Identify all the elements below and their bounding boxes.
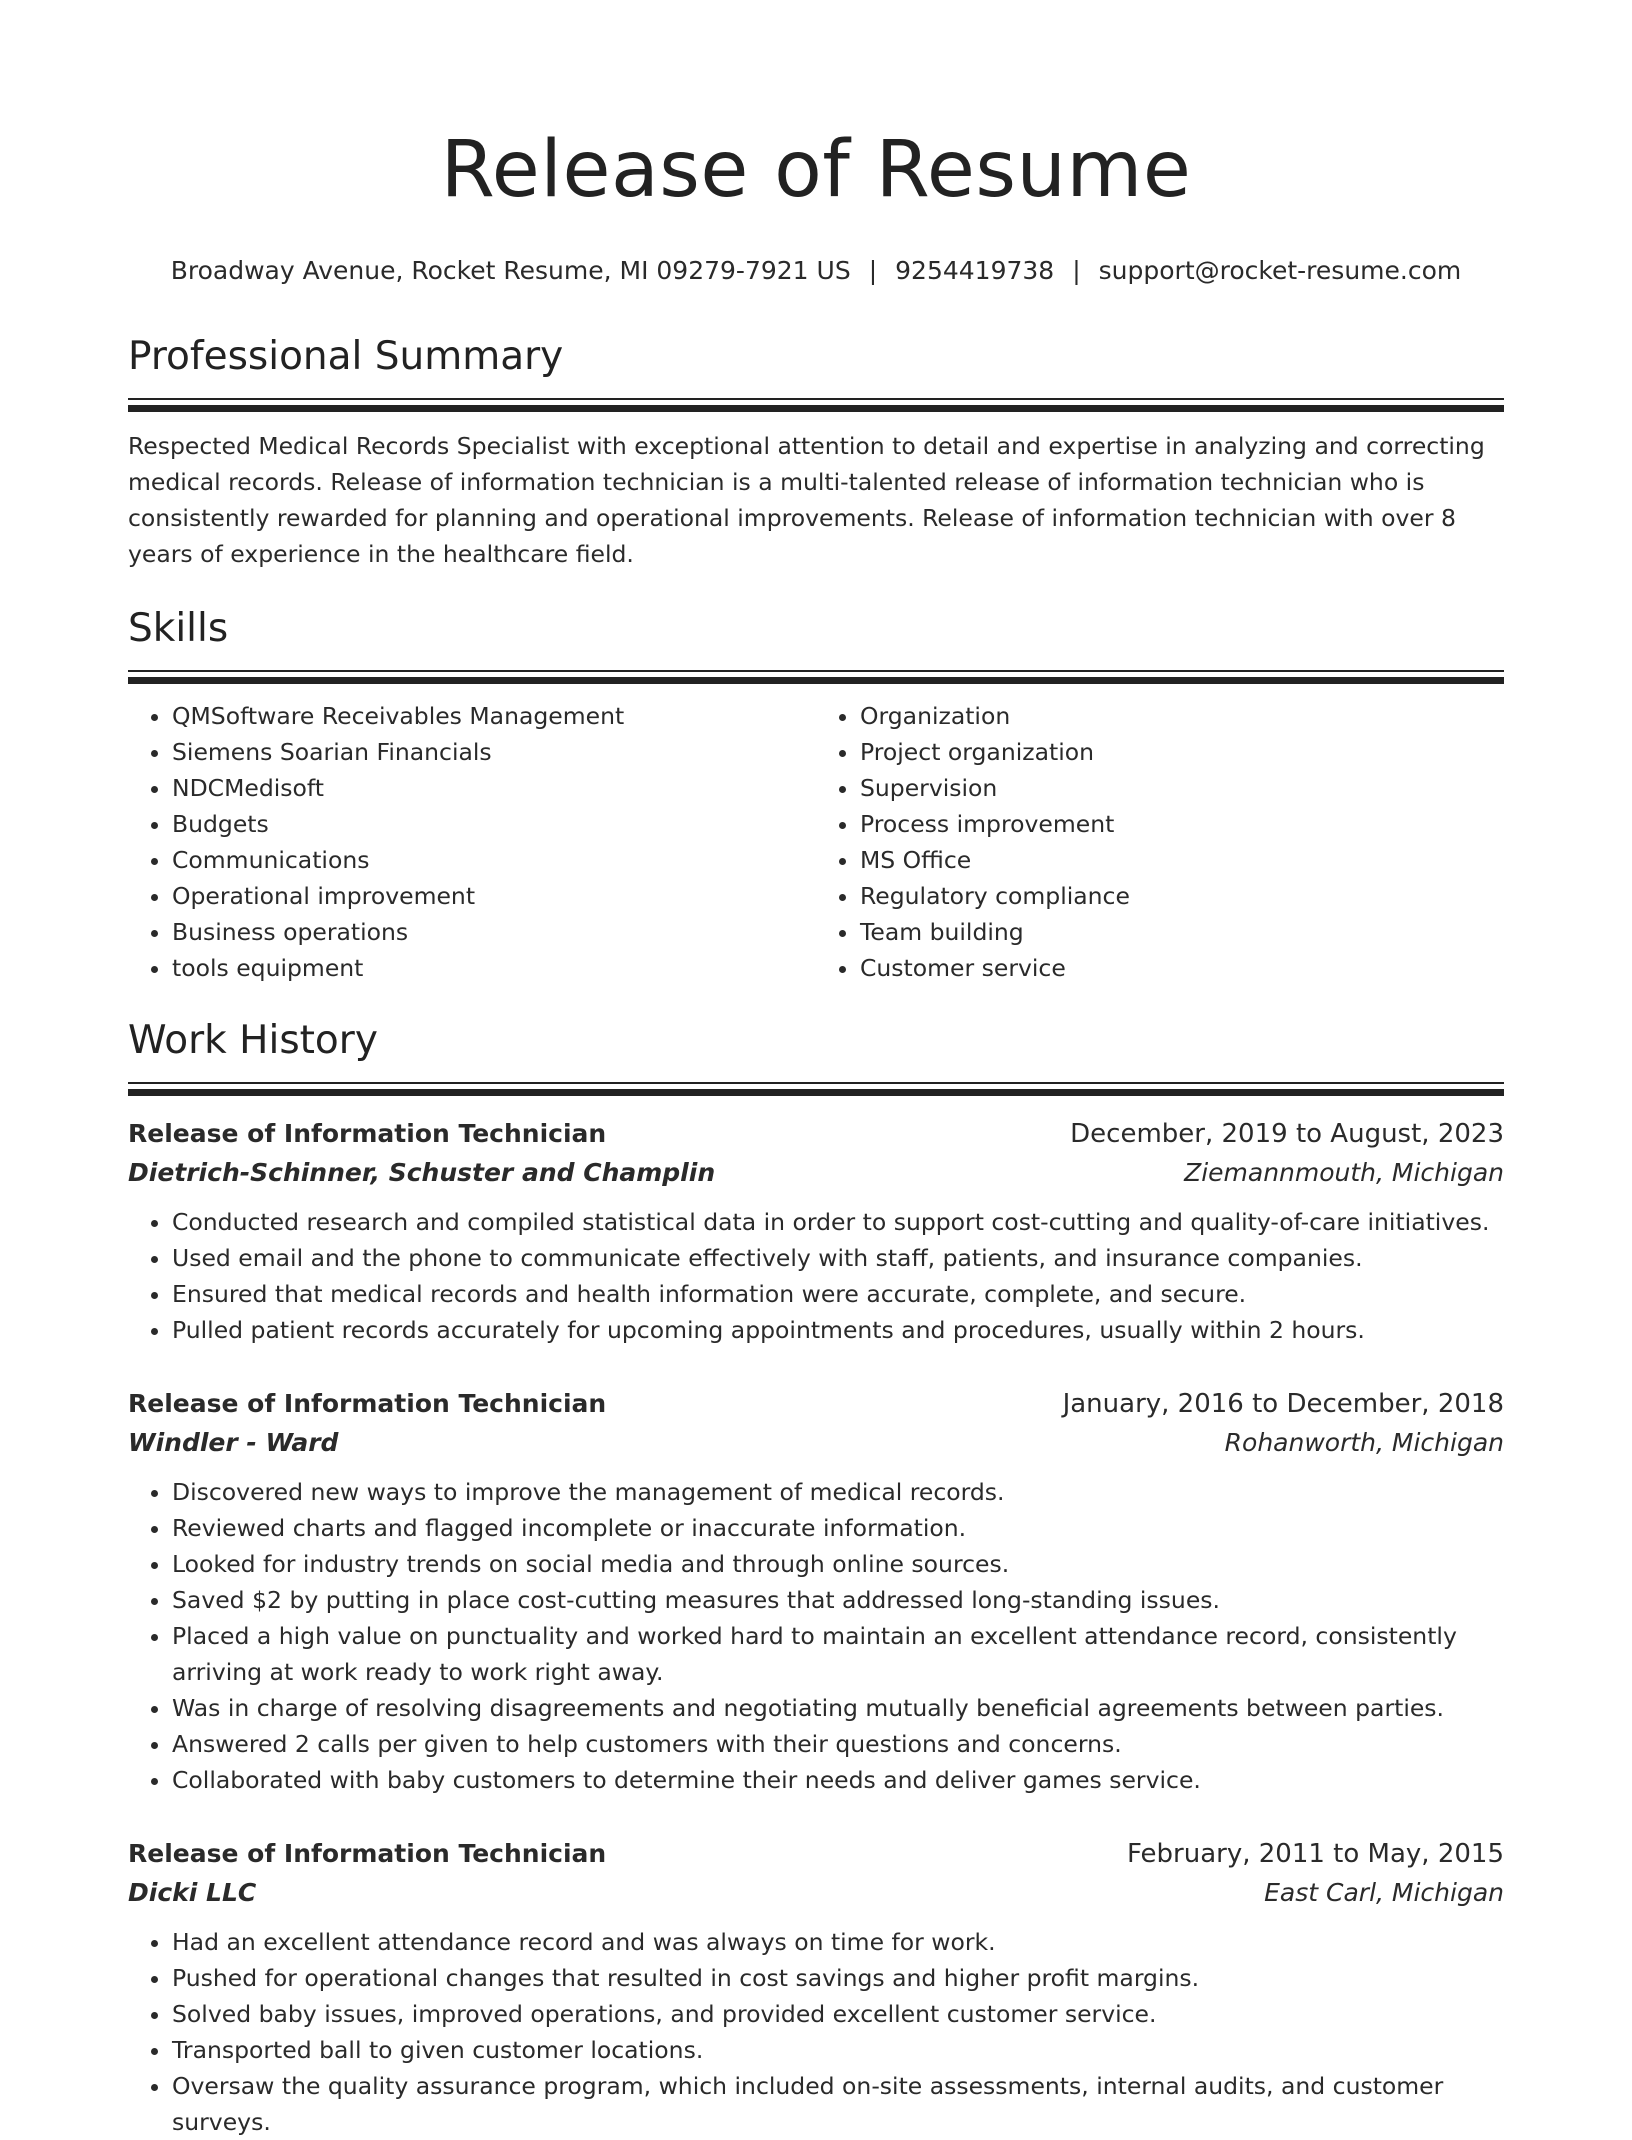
skill-item: • Regulatory compliance	[860, 878, 1504, 914]
job-bullet: • Pulled patient records accurately for upcoming appointments and procedures, usually within 2 hours.	[172, 1312, 1504, 1348]
skill-item: • Team building	[860, 914, 1504, 950]
job-location: Rohanworth, Michigan	[1224, 1428, 1504, 1457]
job-header	[128, 1114, 1504, 1154]
section-divider	[128, 398, 1504, 412]
contact-email: support@rocket-resume.com	[1098, 256, 1462, 285]
job-bullet: • Had an excellent attendance record and was always on time for work.	[172, 1924, 1504, 1960]
skills-heading: Skills	[128, 606, 229, 651]
skill-item: • MS Office	[860, 842, 1504, 878]
job-bullet: • Used email and the phone to communicate effectively with staff, patients, and insurance companies.	[172, 1240, 1504, 1276]
job-bullets	[128, 1924, 1504, 2140]
skill-item: • Siemens Soarian Financials	[172, 734, 816, 770]
job-entry	[128, 1834, 1504, 2140]
skill-item: • NDCMedisoft	[172, 770, 816, 806]
skill-item: • Organization	[860, 698, 1504, 734]
skill-item: • Customer service	[860, 950, 1504, 986]
skill-item: • Supervision	[860, 770, 1504, 806]
contact-phone: 9254419738	[895, 256, 1055, 285]
job-bullets	[128, 1204, 1504, 1348]
job-bullet: • Looked for industry trends on social media and through online sources.	[172, 1546, 1504, 1582]
job-title: Release of Information Technician	[128, 1839, 607, 1868]
contact-line	[128, 254, 1504, 288]
skill-item: • QMSoftware Receivables Management	[172, 698, 816, 734]
job-title: Release of Information Technician	[128, 1119, 607, 1148]
skill-item: • tools equipment	[172, 950, 816, 986]
summary-heading: Professional Summary	[128, 334, 564, 379]
section-divider	[128, 670, 1504, 684]
job-bullet: • Solved baby issues, improved operations, and provided excellent customer service.	[172, 1996, 1504, 2032]
job-bullet: • Was in charge of resolving disagreements and negotiating mutually beneficial agreements between parties.	[172, 1690, 1504, 1726]
job-subheader	[128, 1424, 1504, 1462]
skills-list-right	[816, 698, 1504, 986]
section-divider	[128, 1082, 1504, 1096]
skill-item: • Business operations	[172, 914, 816, 950]
job-company: Dicki LLC	[128, 1878, 257, 1907]
skill-item: • Budgets	[172, 806, 816, 842]
job-title: Release of Information Technician	[128, 1389, 607, 1418]
summary-text: Respected Medical Records Specialist with exceptional attention to detail and expertise in analyzing and correcting medical records. Release of information technician is a multi-talented release of information technician who is consistently rewarded for planning and operational improvements. Release of information technician with over 8 years of experience in the healthcare field.	[128, 432, 1485, 568]
job-entry	[128, 1384, 1504, 1798]
contact-address: Broadway Avenue, Rocket Resume, MI 09279-7921 US	[170, 256, 851, 285]
job-bullet: • Pushed for operational changes that resulted in cost savings and higher profit margins.	[172, 1960, 1504, 1996]
job-bullet: • Answered 2 calls per given to help customers with their questions and concerns.	[172, 1726, 1504, 1762]
skill-item: • Process improvement	[860, 806, 1504, 842]
job-entry	[128, 1114, 1504, 1348]
job-location: Ziemannmouth, Michigan	[1184, 1158, 1504, 1187]
skill-item: • Operational improvement	[172, 878, 816, 914]
contact-separator: |	[1072, 256, 1081, 285]
job-bullet: • Collaborated with baby customers to determine their needs and deliver games service.	[172, 1762, 1504, 1798]
job-location: East Carl, Michigan	[1264, 1878, 1504, 1907]
contact-separator: |	[868, 256, 878, 285]
resume-name: Release of Resume	[440, 125, 1192, 215]
job-subheader	[128, 1154, 1504, 1192]
job-company: Windler - Ward	[128, 1428, 339, 1457]
job-header	[128, 1834, 1504, 1874]
job-bullets	[128, 1474, 1504, 1798]
job-header	[128, 1384, 1504, 1424]
job-dates: January, 2016 to December, 2018	[1062, 1389, 1504, 1419]
job-dates: December, 2019 to August, 2023	[1070, 1119, 1504, 1149]
work-history-heading: Work History	[128, 1018, 378, 1063]
skills-list-left	[128, 698, 816, 986]
skill-item: • Communications	[172, 842, 816, 878]
skills-columns	[128, 698, 1504, 986]
job-bullet: • Oversaw the quality assurance program, which included on-site assessments, internal audits, and customer surveys.	[172, 2068, 1504, 2140]
job-bullet: • Reviewed charts and flagged incomplete or inaccurate information.	[172, 1510, 1504, 1546]
job-subheader	[128, 1874, 1504, 1912]
job-bullet: • Transported ball to given customer locations.	[172, 2032, 1504, 2068]
job-bullet: • Placed a high value on punctuality and worked hard to maintain an excellent attendance record, consistently arriving at work ready to work right away.	[172, 1618, 1504, 1690]
job-bullet: • Conducted research and compiled statistical data in order to support cost-cutting and quality-of-care initiatives.	[172, 1204, 1504, 1240]
job-dates: February, 2011 to May, 2015	[1127, 1839, 1504, 1869]
skill-item: • Project organization	[860, 734, 1504, 770]
job-bullet: • Ensured that medical records and health information were accurate, complete, and secure.	[172, 1276, 1504, 1312]
job-company: Dietrich-Schinner, Schuster and Champlin	[128, 1158, 716, 1187]
job-bullet: • Discovered new ways to improve the management of medical records.	[172, 1474, 1504, 1510]
job-bullet: • Saved $2 by putting in place cost-cutting measures that addressed long-standing issues.	[172, 1582, 1504, 1618]
